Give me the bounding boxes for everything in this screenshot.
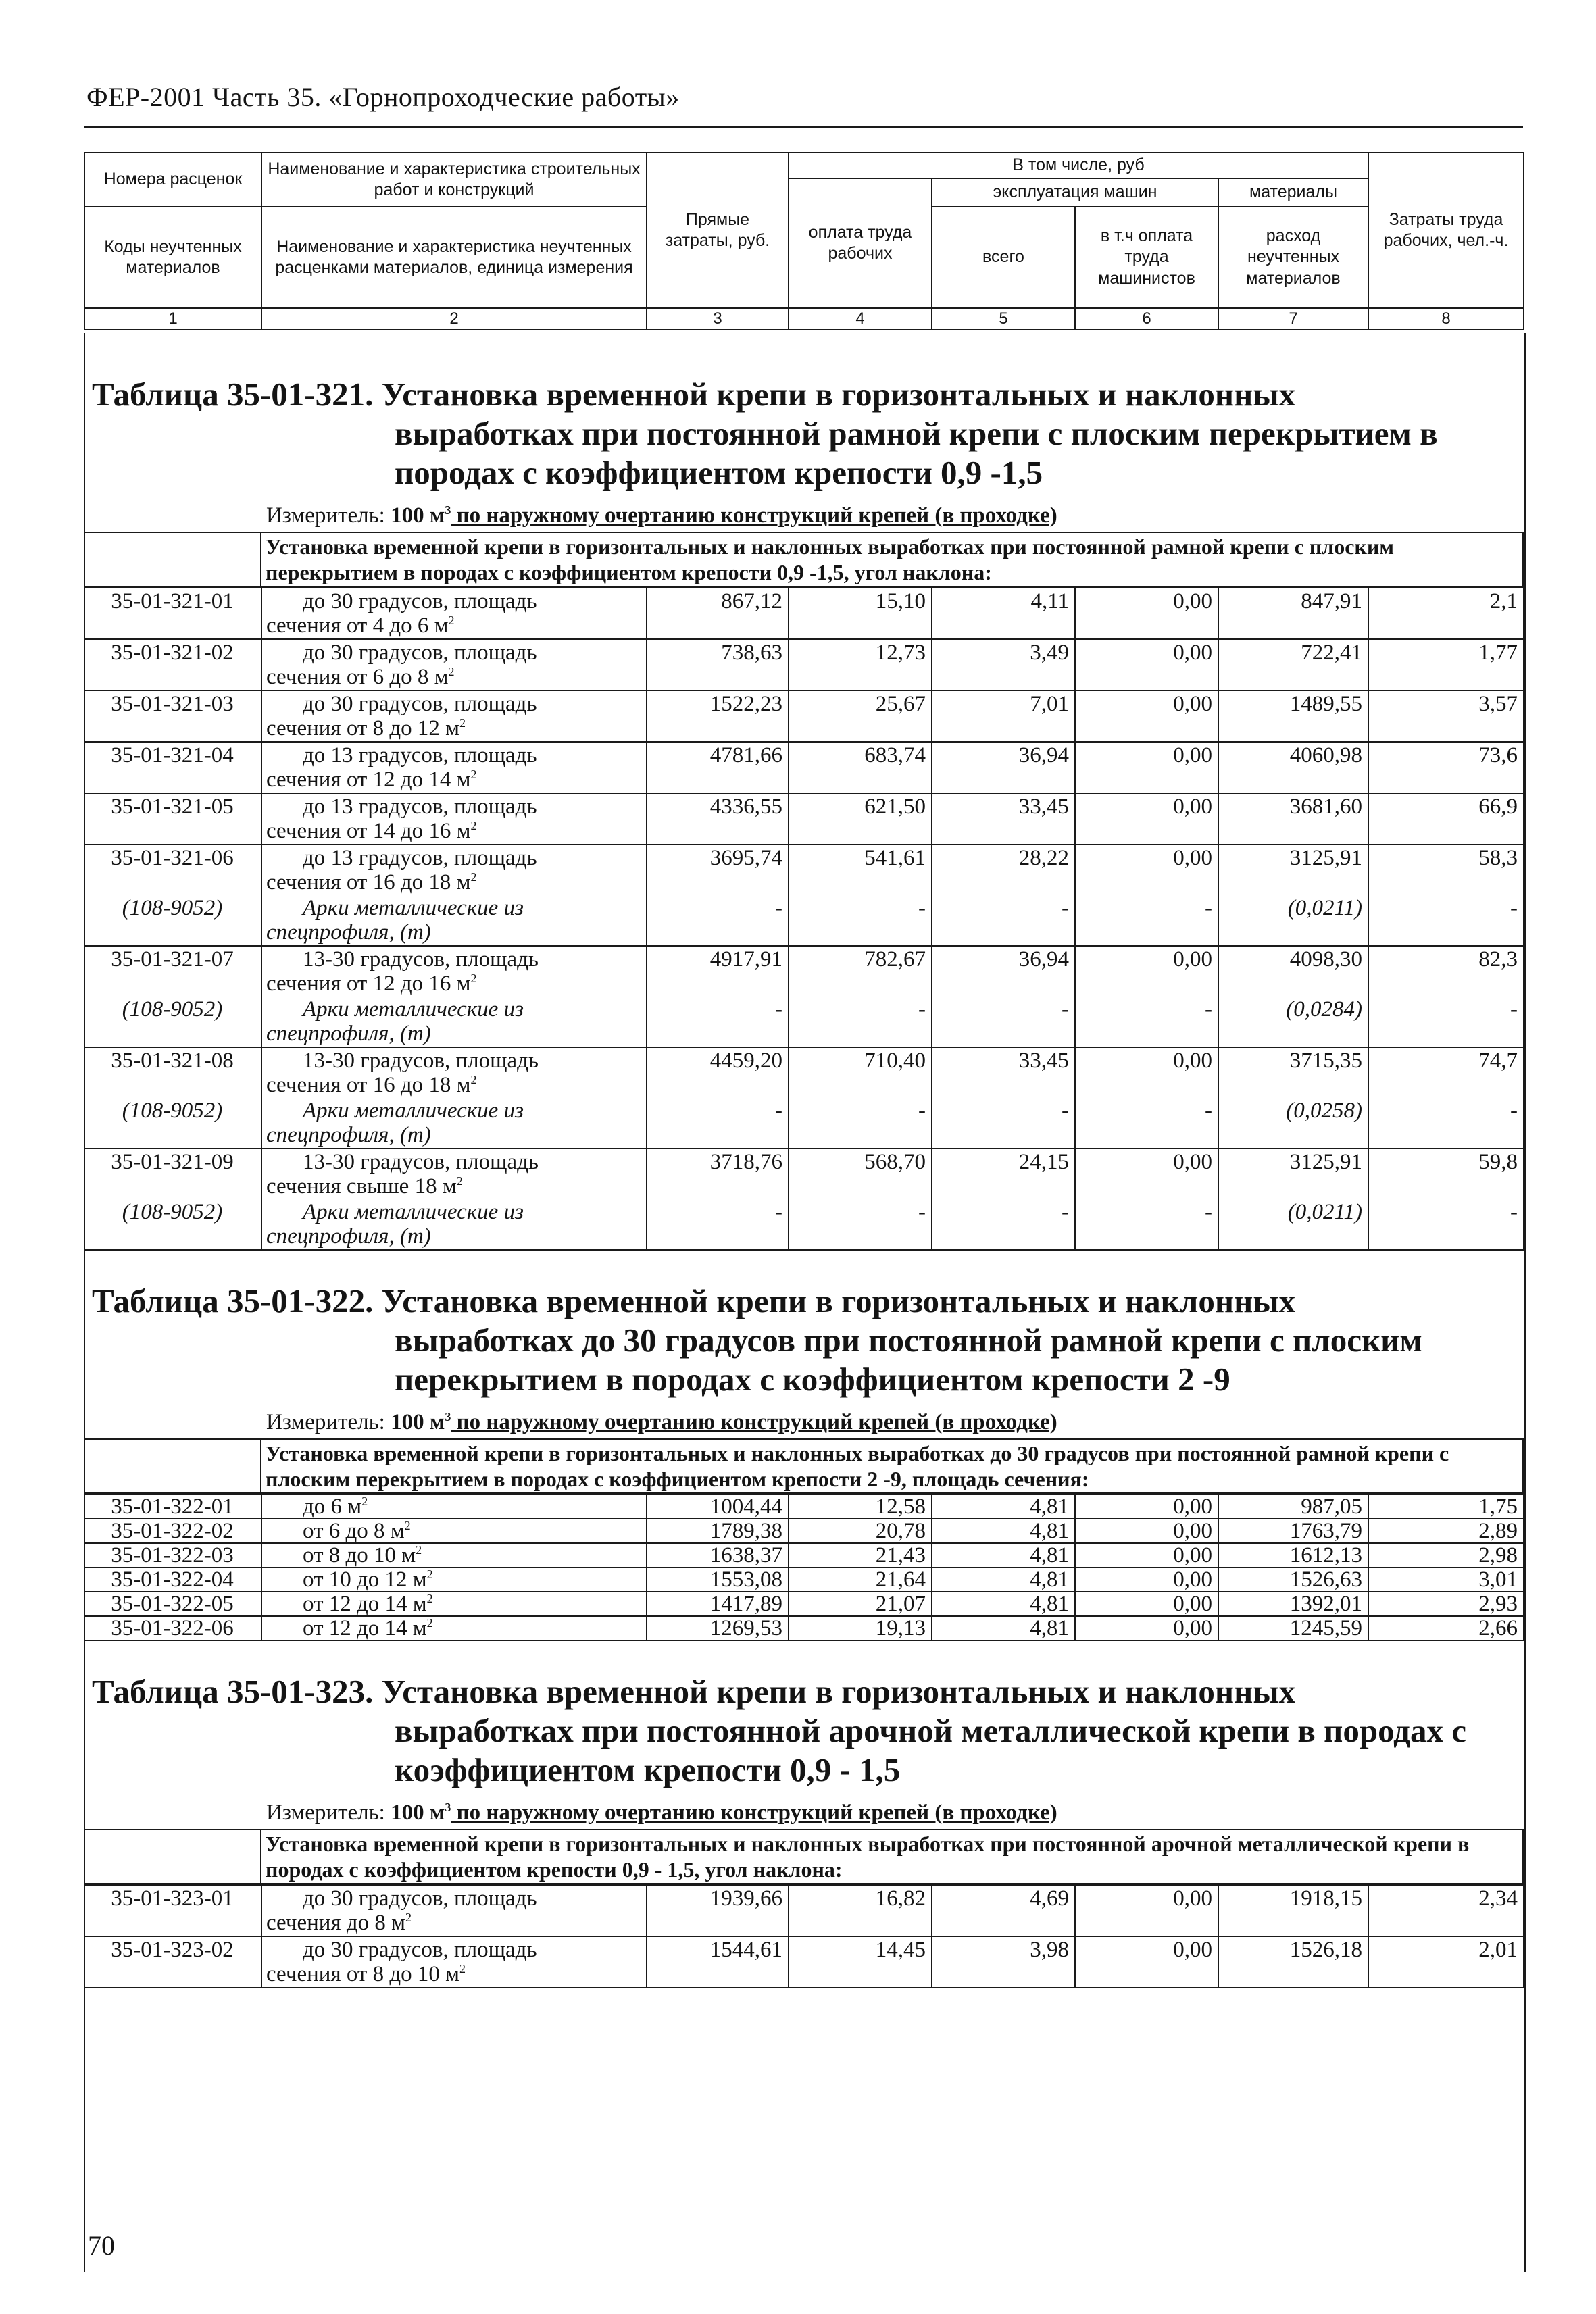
labor-wages: 710,40 [789, 1047, 932, 1098]
materials: 847,91 [1218, 588, 1368, 639]
rate-code: 35-01-322-03 [84, 1543, 261, 1567]
direct-costs: 1004,44 [647, 1494, 789, 1519]
materials: 4098,30 [1218, 946, 1368, 997]
header-rule [84, 126, 1523, 128]
table-row [84, 639, 1524, 690]
materials: 722,41 [1218, 639, 1368, 690]
rate-description: сечения свыше 18 м [266, 1174, 457, 1199]
labor-wages: 21,64 [789, 1567, 932, 1592]
rate-code: 35-01-321-01 [84, 588, 261, 639]
labor-wages: 14,45 [789, 1936, 932, 1988]
header-col2-bottom: Наименование и характеристика неучтенных расценками материалов, единица измерения [261, 207, 647, 308]
labor-hours: 2,66 [1368, 1616, 1524, 1640]
machinist-wages: 0,00 [1075, 1616, 1218, 1640]
table-section-323 [85, 1641, 1524, 1988]
machine-total: - [932, 1098, 1075, 1149]
rate-description: сечения до 8 м [266, 1911, 406, 1935]
machine-total: 3,98 [932, 1936, 1075, 1988]
labor-wages: - [789, 1098, 932, 1149]
measure-unit-rest: по наружному очертанию конструкций крепей (в проходке) [451, 1801, 1057, 1825]
measure-unit-rest: по наружному очертанию конструкций крепей (в проходке) [451, 1410, 1057, 1434]
table-title-line: коэффициентом крепости 0,9 - 1,5 [395, 1751, 901, 1788]
machinist-wages: 0,00 [1075, 1543, 1218, 1567]
material-description: спецпрофиля, (т) [266, 1123, 431, 1147]
rate-description: сечения от 12 до 16 м [266, 972, 471, 996]
header-col1-bottom: Коды неучтенных материалов [84, 207, 261, 308]
labor-wages: 21,43 [789, 1543, 932, 1567]
machine-total: 28,22 [932, 845, 1075, 895]
direct-costs: 4336,55 [647, 793, 789, 845]
rates-table [84, 532, 1524, 587]
machinist-wages: - [1075, 1199, 1218, 1250]
superscript: 2 [459, 716, 466, 730]
rate-code: 35-01-321-05 [84, 793, 261, 845]
table-title-line: породах с коэффициентом крепости 0,9 -1,5 [395, 454, 1043, 491]
header-number: 7 [1218, 308, 1368, 330]
machinist-wages: 0,00 [1075, 1047, 1218, 1098]
machine-total: 4,81 [932, 1567, 1075, 1592]
machine-total: 33,45 [932, 1047, 1075, 1098]
machinist-wages: 0,00 [1075, 1494, 1218, 1519]
direct-costs: 867,12 [647, 588, 789, 639]
page-number: 70 [88, 2230, 115, 2261]
material-code: (108-9052) [84, 1199, 261, 1250]
labor-hours: 3,01 [1368, 1567, 1524, 1592]
superscript: 2 [470, 972, 477, 985]
labor-wages: - [789, 997, 932, 1047]
rate-description: до 30 градусов, площадь [303, 692, 537, 716]
table-row [84, 793, 1524, 845]
labor-wages: 20,78 [789, 1519, 932, 1543]
rate-description: от 12 до 14 м [303, 1616, 427, 1640]
table-title-line: Таблица 35-01-323. Установка временной крепи в горизонтальных и наклонных [92, 1673, 1296, 1710]
rates-rows [84, 1884, 1524, 1988]
machinist-wages: 0,00 [1075, 946, 1218, 997]
measure-unit-prefix: Измеритель: [266, 503, 385, 528]
superscript: 2 [416, 1543, 422, 1557]
rate-description: до 6 м [303, 1494, 362, 1519]
table-row [84, 742, 1524, 793]
rate-description: до 13 градусов, площадь [303, 743, 537, 768]
rate-description: сечения от 16 до 18 м [266, 870, 471, 895]
machinist-wages: 0,00 [1075, 588, 1218, 639]
machine-total: 36,94 [932, 742, 1075, 793]
material-description: Арки металлические из [303, 1200, 524, 1224]
header-number: 2 [261, 308, 647, 330]
table-row [84, 690, 1524, 742]
rate-description: от 8 до 10 м [303, 1543, 416, 1567]
materials: (0,0211) [1218, 895, 1368, 946]
direct-costs: 738,63 [647, 639, 789, 690]
direct-costs: 1269,53 [647, 1616, 789, 1640]
rates-table [84, 1829, 1524, 1884]
labor-hours: 1,77 [1368, 639, 1524, 690]
labor-wages: - [789, 895, 932, 946]
materials: 3125,91 [1218, 1149, 1368, 1199]
measure-unit-sup: 3 [445, 1410, 451, 1424]
direct-costs: 1522,23 [647, 690, 789, 742]
direct-costs: 1638,37 [647, 1543, 789, 1567]
header-number: 3 [647, 308, 789, 330]
header-col5: всего [932, 207, 1075, 308]
rate-description: 13-30 градусов, площадь [303, 947, 539, 972]
header-col6: в т.ч оплата труда машинистов [1075, 207, 1218, 308]
header-group-title: В том числе, руб [789, 153, 1368, 178]
materials: (0,0258) [1218, 1098, 1368, 1149]
labor-hours: 74,7 [1368, 1047, 1524, 1098]
machine-total: 4,81 [932, 1592, 1075, 1616]
superscript: 2 [426, 1592, 433, 1605]
header-col8: Затраты труда рабочих, чел.-ч. [1368, 153, 1524, 308]
rate-description: от 12 до 14 м [303, 1592, 427, 1616]
rate-description: сечения от 8 до 10 м [266, 1962, 460, 1986]
machinist-wages: 0,00 [1075, 690, 1218, 742]
table-row [84, 1494, 1524, 1519]
machine-total: 7,01 [932, 690, 1075, 742]
labor-wages: 12,73 [789, 639, 932, 690]
labor-hours: 59,8 [1368, 1149, 1524, 1199]
rate-description: сечения от 16 до 18 м [266, 1073, 471, 1097]
labor-hours: 66,9 [1368, 793, 1524, 845]
materials: 1526,18 [1218, 1936, 1368, 1988]
machinist-wages: 0,00 [1075, 1592, 1218, 1616]
superscript: 2 [404, 1519, 411, 1532]
machine-total: 24,15 [932, 1149, 1075, 1199]
machinist-wages: 0,00 [1075, 742, 1218, 793]
material-description: спецпрофиля, (т) [266, 920, 431, 945]
labor-hours: 2,1 [1368, 588, 1524, 639]
machinist-wages: 0,00 [1075, 1936, 1218, 1988]
material-row [84, 997, 1524, 1047]
machine-total: - [932, 1199, 1075, 1250]
rate-description: 13-30 градусов, площадь [303, 1150, 539, 1174]
table-row [84, 1567, 1524, 1592]
table-title [85, 1672, 1524, 1790]
machine-total: - [932, 895, 1075, 946]
labor-wages: - [789, 1199, 932, 1250]
materials: (0,0284) [1218, 997, 1368, 1047]
machinist-wages: 0,00 [1075, 845, 1218, 895]
machine-total: - [932, 997, 1075, 1047]
labor-hours: - [1368, 997, 1524, 1047]
rate-code: 35-01-322-06 [84, 1616, 261, 1640]
direct-costs: 1939,66 [647, 1885, 789, 1936]
superscript: 2 [448, 613, 455, 627]
materials: 1526,63 [1218, 1567, 1368, 1592]
rate-description: до 30 градусов, площадь [303, 640, 537, 665]
direct-costs: 3695,74 [647, 845, 789, 895]
material-description: спецпрофиля, (т) [266, 1224, 431, 1249]
measure-unit-value: 100 м [391, 503, 445, 528]
rates-rows [84, 1494, 1524, 1641]
machinist-wages: 0,00 [1075, 1149, 1218, 1199]
direct-costs: 4781,66 [647, 742, 789, 793]
table-rows-323 [84, 1885, 1524, 1988]
measure-unit-prefix: Измеритель: [266, 1410, 385, 1434]
machine-total: 4,81 [932, 1519, 1075, 1543]
table-title-line: Таблица 35-01-321. Установка временной крепи в горизонтальных и наклонных [92, 376, 1296, 413]
table-title-line: выработках при постоянной рамной крепи с плоским перекрытием в [395, 415, 1438, 452]
machine-total: 3,49 [932, 639, 1075, 690]
superscript: 2 [470, 819, 477, 832]
material-row [84, 1199, 1524, 1250]
rate-description: сечения от 8 до 12 м [266, 716, 460, 740]
column-header-table [84, 152, 1524, 330]
labor-wages: 683,74 [789, 742, 932, 793]
labor-wages: 782,67 [789, 946, 932, 997]
table-title-line: перекрытием в породах с коэффициентом крепости 2 -9 [395, 1361, 1230, 1398]
rate-code: 35-01-322-04 [84, 1567, 261, 1592]
rate-code: 35-01-321-04 [84, 742, 261, 793]
labor-hours: 2,89 [1368, 1519, 1524, 1543]
rate-description: 13-30 градусов, площадь [303, 1049, 539, 1073]
machine-total: 33,45 [932, 793, 1075, 845]
table-row [84, 845, 1524, 895]
measure-unit-rest: по наружному очертанию конструкций крепей (в проходке) [451, 503, 1057, 528]
labor-wages: 568,70 [789, 1149, 932, 1199]
labor-wages: 541,61 [789, 845, 932, 895]
material-description: Арки металлические из [303, 1099, 524, 1123]
direct-costs: - [647, 895, 789, 946]
rates-rows [84, 587, 1524, 1251]
table-intro: Установка временной крепи в горизонтальных и наклонных выработках при постоянной рамной крепи с плоским перекрытием в породах с коэффициентом крепости 0,9 -1,5, угол наклона: [261, 532, 1523, 586]
measure-unit-prefix: Измеритель: [266, 1801, 385, 1825]
header-col1-top: Номера расценок [84, 153, 261, 207]
rate-code: 35-01-322-05 [84, 1592, 261, 1616]
labor-hours: 2,34 [1368, 1885, 1524, 1936]
labor-wages: 16,82 [789, 1885, 932, 1936]
machine-total: 36,94 [932, 946, 1075, 997]
header-number: 5 [932, 308, 1075, 330]
table-title-line: выработках до 30 градусов при постоянной рамной крепи с плоским [395, 1322, 1422, 1359]
table-row [84, 1149, 1524, 1199]
material-description: спецпрофиля, (т) [266, 1022, 431, 1046]
materials: 1763,79 [1218, 1519, 1368, 1543]
table-title [85, 1282, 1524, 1399]
machinist-wages: - [1075, 895, 1218, 946]
header-col2-top: Наименование и характеристика строительных работ и конструкций [261, 153, 647, 207]
table-title-line: выработках при постоянной арочной металлической крепи в породах с [395, 1712, 1466, 1749]
labor-wages: 621,50 [789, 793, 932, 845]
table-row [84, 946, 1524, 997]
material-description: Арки металлические из [303, 896, 524, 920]
table-row [84, 1616, 1524, 1640]
rate-code: 35-01-321-02 [84, 639, 261, 690]
labor-hours: - [1368, 1098, 1524, 1149]
superscript: 2 [470, 768, 477, 781]
materials: 1245,59 [1218, 1616, 1368, 1640]
superscript: 2 [405, 1911, 412, 1924]
header-number: 8 [1368, 308, 1524, 330]
header-number: 1 [84, 308, 261, 330]
direct-costs: 1553,08 [647, 1567, 789, 1592]
measure-unit [85, 1409, 1524, 1436]
rate-description: сечения от 12 до 14 м [266, 768, 471, 792]
machinist-wages: - [1075, 1098, 1218, 1149]
material-code: (108-9052) [84, 1098, 261, 1149]
materials: 1392,01 [1218, 1592, 1368, 1616]
header-number: 6 [1075, 308, 1218, 330]
table-title-line: Таблица 35-01-322. Установка временной крепи в горизонтальных и наклонных [92, 1282, 1296, 1319]
direct-costs: - [647, 997, 789, 1047]
direct-costs: - [647, 1199, 789, 1250]
rate-description: до 30 градусов, площадь [303, 589, 537, 613]
measure-unit-value: 100 м [391, 1410, 445, 1434]
rate-code: 35-01-323-02 [84, 1936, 261, 1988]
header-materials-group: материалы [1218, 178, 1368, 207]
direct-costs: 1417,89 [647, 1592, 789, 1616]
direct-costs: 1789,38 [647, 1519, 789, 1543]
labor-wages: 19,13 [789, 1616, 932, 1640]
materials: 3125,91 [1218, 845, 1368, 895]
rate-description: до 30 градусов, площадь [303, 1886, 537, 1911]
rate-description: сечения от 6 до 8 м [266, 665, 449, 689]
superscript: 2 [361, 1494, 368, 1508]
rate-code: 35-01-322-01 [84, 1494, 261, 1519]
measure-unit-sup: 3 [445, 1801, 451, 1814]
materials: 987,05 [1218, 1494, 1368, 1519]
rate-description: от 10 до 12 м [303, 1567, 427, 1592]
running-header: ФЕР-2001 Часть 35. «Горнопроходческие работы» [86, 82, 680, 112]
materials: 4060,98 [1218, 742, 1368, 793]
labor-hours: - [1368, 1199, 1524, 1250]
rate-code: 35-01-321-03 [84, 690, 261, 742]
header-col3: Прямые затраты, руб. [647, 153, 789, 308]
labor-hours: 1,75 [1368, 1494, 1524, 1519]
table-row [84, 588, 1524, 639]
labor-hours: 73,6 [1368, 742, 1524, 793]
machine-total: 4,11 [932, 588, 1075, 639]
rate-code: 35-01-321-09 [84, 1149, 261, 1199]
rate-code: 35-01-321-08 [84, 1047, 261, 1098]
labor-hours: 3,57 [1368, 690, 1524, 742]
direct-costs: 4459,20 [647, 1047, 789, 1098]
rate-code: 35-01-323-01 [84, 1885, 261, 1936]
rate-description: от 6 до 8 м [303, 1519, 405, 1543]
superscript: 2 [426, 1616, 433, 1630]
labor-wages: 21,07 [789, 1592, 932, 1616]
measure-unit [85, 1799, 1524, 1826]
table-rows-321 [84, 588, 1524, 1250]
materials: 1612,13 [1218, 1543, 1368, 1567]
machinist-wages: 0,00 [1075, 1885, 1218, 1936]
rate-code: 35-01-321-06 [84, 845, 261, 895]
superscript: 2 [456, 1174, 463, 1188]
labor-hours: 2,98 [1368, 1543, 1524, 1567]
direct-costs: 1544,61 [647, 1936, 789, 1988]
table-row [84, 1519, 1524, 1543]
machinist-wages: 0,00 [1075, 1519, 1218, 1543]
superscript: 2 [459, 1962, 466, 1976]
header-number: 4 [789, 308, 932, 330]
machinist-wages: 0,00 [1075, 639, 1218, 690]
labor-wages: 25,67 [789, 690, 932, 742]
machine-total: 4,81 [932, 1494, 1075, 1519]
table-row [84, 1885, 1524, 1936]
materials: 3681,60 [1218, 793, 1368, 845]
materials: 3715,35 [1218, 1047, 1368, 1098]
measure-unit-value: 100 м [391, 1801, 445, 1825]
material-description: Арки металлические из [303, 997, 524, 1022]
table-row [84, 1047, 1524, 1098]
machinist-wages: 0,00 [1075, 1567, 1218, 1592]
machine-total: 4,81 [932, 1543, 1075, 1567]
table-row [84, 1592, 1524, 1616]
superscript: 2 [448, 665, 455, 678]
labor-hours: 82,3 [1368, 946, 1524, 997]
material-row [84, 1098, 1524, 1149]
direct-costs: 3718,76 [647, 1149, 789, 1199]
material-code: (108-9052) [84, 895, 261, 946]
labor-hours: - [1368, 895, 1524, 946]
rate-code: 35-01-322-02 [84, 1519, 261, 1543]
materials: 1918,15 [1218, 1885, 1368, 1936]
machinist-wages: 0,00 [1075, 793, 1218, 845]
machine-total: 4,69 [932, 1885, 1075, 1936]
table-row [84, 1936, 1524, 1988]
rate-description: до 13 градусов, площадь [303, 795, 537, 819]
materials: 1489,55 [1218, 690, 1368, 742]
header-col7: расход неучтенных материалов [1218, 207, 1368, 308]
table-section-322 [85, 1251, 1524, 1641]
labor-wages: 15,10 [789, 588, 932, 639]
table-intro: Установка временной крепи в горизонтальных и наклонных выработках при постоянной арочной металлической крепи в породах с коэффициентом крепости 0,9 - 1,5, угол наклона: [261, 1830, 1523, 1884]
labor-hours: 2,93 [1368, 1592, 1524, 1616]
table-rows-322 [84, 1494, 1524, 1640]
rate-description: сечения от 4 до 6 м [266, 613, 449, 638]
rate-description: сечения от 14 до 16 м [266, 819, 471, 843]
header-col4: оплата труда рабочих [789, 178, 932, 308]
table-title [85, 375, 1524, 493]
header-machines-group: эксплуатация машин [932, 178, 1218, 207]
superscript: 2 [426, 1567, 433, 1581]
rate-description: до 13 градусов, площадь [303, 846, 537, 870]
machinist-wages: - [1075, 997, 1218, 1047]
table-intro: Установка временной крепи в горизонтальных и наклонных выработках до 30 градусов при постоянной рамной крепи с плоским перекрытием в породах с коэффициентом крепости 2 -9, площадь сечения: [261, 1439, 1523, 1493]
labor-hours: 58,3 [1368, 845, 1524, 895]
table-row [84, 1543, 1524, 1567]
superscript: 2 [470, 1073, 477, 1086]
superscript: 2 [470, 870, 477, 884]
direct-costs: 4917,91 [647, 946, 789, 997]
measure-unit-sup: 3 [445, 503, 451, 517]
measure-unit [85, 502, 1524, 529]
labor-hours: 2,01 [1368, 1936, 1524, 1988]
tables-body [84, 333, 1526, 2272]
table-section-321 [85, 333, 1524, 1251]
material-row [84, 895, 1524, 946]
direct-costs: - [647, 1098, 789, 1149]
labor-wages: 12,58 [789, 1494, 932, 1519]
rates-table [84, 1438, 1524, 1494]
rate-code: 35-01-321-07 [84, 946, 261, 997]
materials: (0,0211) [1218, 1199, 1368, 1250]
material-code: (108-9052) [84, 997, 261, 1047]
machine-total: 4,81 [932, 1616, 1075, 1640]
rate-description: до 30 градусов, площадь [303, 1938, 537, 1962]
